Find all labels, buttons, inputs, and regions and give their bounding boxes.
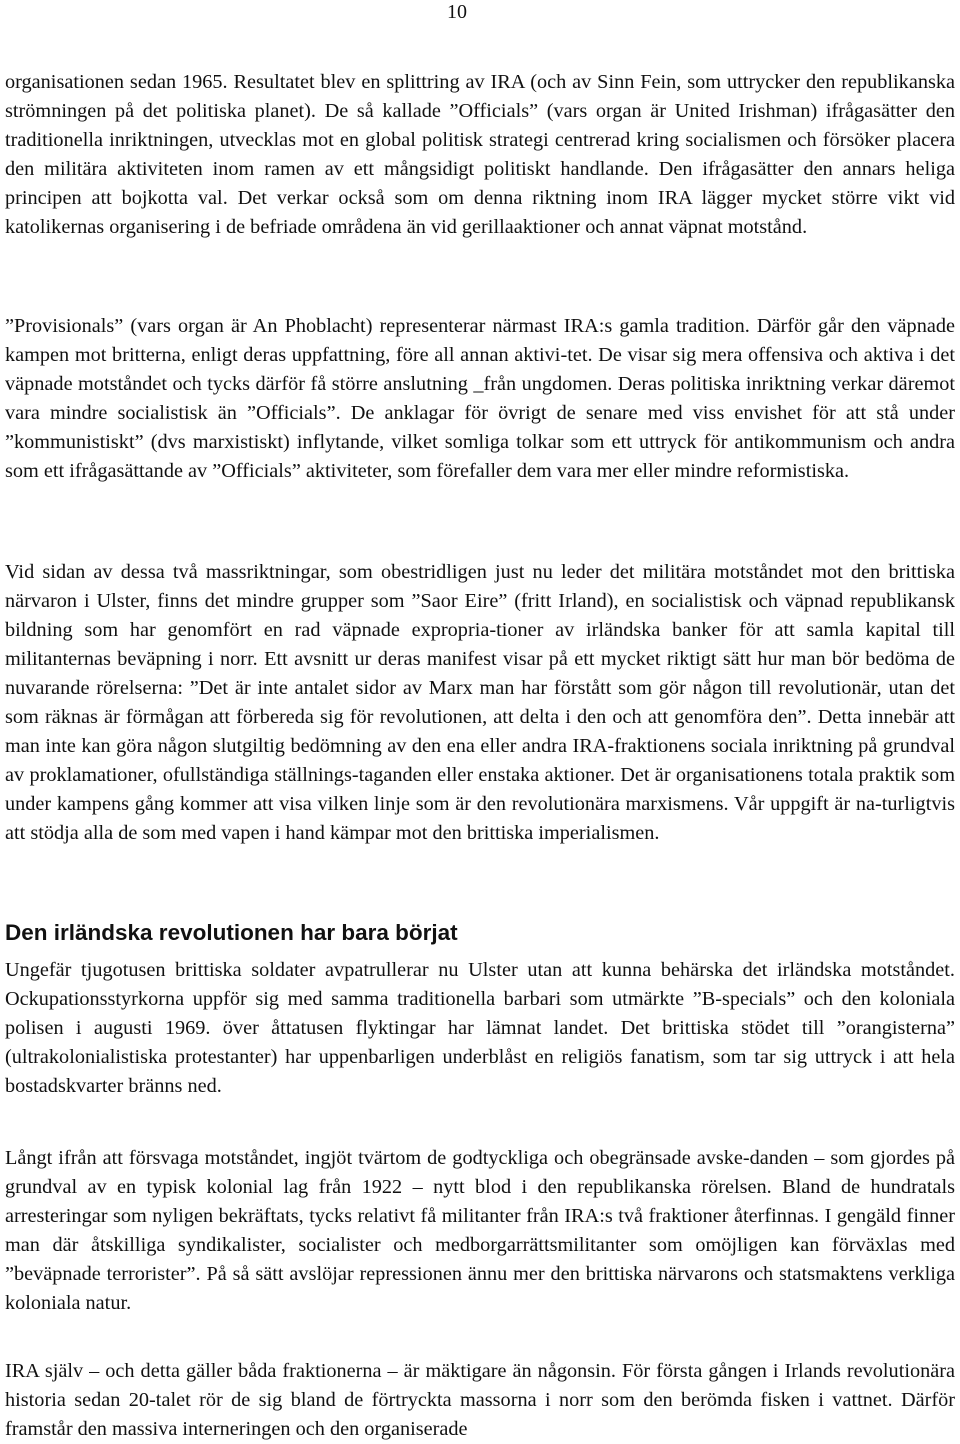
- body-paragraph: Långt ifrån att försvaga motståndet, ingjöt tvärtom de godtyckliga och obegränsade avske-danden – som gjordes på grundval av en typisk kolonial lag från 1922 – nytt blod i den republikanska rörelsen. Bland de hundratals arresteringar som nyligen bekräftats, tycks relativt få militanter från IRA:s två fraktioner återfinnas. I gengäld finner man där åtskilliga syndikalister, socialister och medborgarrättsmilitanter som omöjligen kan förväxlas med ”beväpnade terrorister”. På så sätt avslöjar repressionen ännu mer den brittiska närvarons och statsmaktens verkliga koloniala natur.: [5, 1147, 955, 1314]
- body-paragraph: IRA själv – och detta gäller båda fraktionerna – är mäktigare än någonsin. För första gången i Irlands revolutionära historia sedan 20-talet rör de sig bland de förtryckta massorna i norr som den berömda fisken i vattnet. Därför framstår den massiva interneringen och den organiserade: [5, 1360, 955, 1440]
- section-heading: Den irländska revolutionen har bara börjat: [5, 920, 458, 945]
- document-page: [5, 0, 955, 1444]
- body-paragraph: ”Provisionals” (vars organ är An Phoblacht) representerar närmast IRA:s gamla tradition. Därför går den väpnade kampen mot britterna, enligt deras uppfattning, före all annan aktivi-tet. De visar sig mera offensiva och aktiva i det väpnade motståndet och tycks därför få större anslutning _från ungdomen. Deras politiska inriktning verkar däremot vara mindre socialistisk än ”Officials”. De anklagar för övrigt de senare med viss envishet för att stå under ”kommunistiskt” (dvs marxistiskt) inflytande, vilket somliga tolkar som ett uttryck för antikommunism och andra som ett ifrågasättande av ”Officials” aktiviteter, som förefaller dem vara mer eller mindre reformistiska.: [5, 315, 955, 482]
- body-paragraph: Vid sidan av dessa två massriktningar, som obestridligen just nu leder det militära motståndet mot den brittiska närvaron i Ulster, finns det mindre grupper som ”Saor Eire” (fritt Irland), en socialistisk och väpnad republikansk bildning som har genomfört en rad väpnade expropria-tioner av irländska banker för att samla kapital till militanternas beväpning i norr. Ett avsnitt ur deras manifest visar på ett mycket riktigt sätt hur man bör bedöma de nuvarande rörelserna: ”Det är inte antalet sidor av Marx man har förstått som gör någon till revolutionär, utan det som räknas är förmågan att förbereda sig för revolutionen, att delta i den och att genomföra den”. Detta innebär att man inte kan göra någon slutgiltig bedömning av den ena eller andra IRA-fraktionens sociala inriktning på grundval av proklamationer, ofullständiga ställnings-taganden eller enstaka aktioner. Det är organisationens totala praktik som under kampens gång kommer att visa vilken linje som är den revolutionära marxismens. Vår uppgift är na-turligtvis att stödja alla de som med vapen i hand kämpar mot den brittiska imperialismen.: [5, 561, 955, 844]
- body-paragraph: Ungefär tjugotusen brittiska soldater avpatrullerar nu Ulster utan att kunna behärska det irländska motståndet. Ockupationsstyrkorna uppför sig med samma traditionella barbari som utmärkte ”B-specials” och den koloniala polisen i augusti 1969. över åttatusen flyktingar har lämnat landet. Det brittiska stödet till ”orangisterna” (ultrakolonialistiska protestanter) har uppenbarligen underblåst en religiös fanatism, som tar sig uttryck i att hela bostadskvarter bränns ned.: [5, 959, 955, 1097]
- body-paragraph: organisationen sedan 1965. Resultatet blev en splittring av IRA (och av Sinn Fein, som uttrycker den republikanska strömningen på det politiska planet). De så kallade ”Officials” (vars organ är United Irishman) ifrågasätter den traditionella inriktningen, utvecklas mot en global politisk strategi centrerad kring socialismen och försöker placera den militära aktiviteten inom ramen av ett mångsidigt politiskt handlande. Den ifrågasätter den annars heliga principen att bojkotta val. Det verkar också som om denna riktning inom IRA lägger mycket större vikt vid katolikernas organisering i de befriade områdena än vid gerillaaktioner och annat väpnat motstånd.: [5, 71, 955, 238]
- page-number: 10: [447, 1, 467, 23]
